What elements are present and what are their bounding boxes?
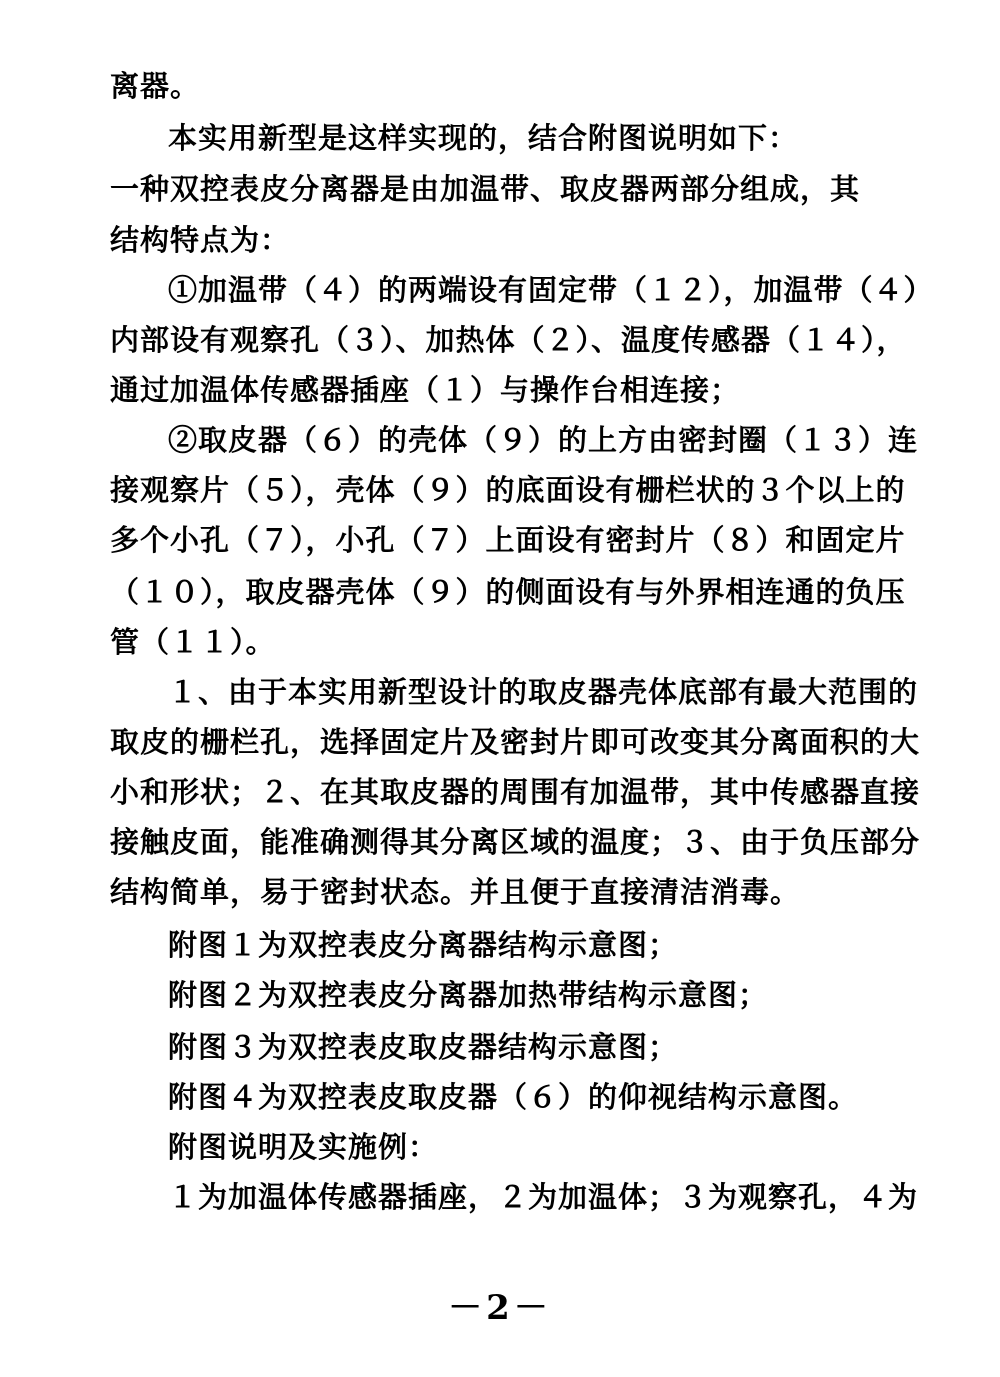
text-line-13: １、由于本实用新型设计的取皮器壳体底部有最大范围的 [168,675,919,709]
text-line-2: 本实用新型是这样实现的，结合附图说明如下： [168,121,799,155]
text-line-20: 附图３为双控表皮取皮器结构示意图； [168,1030,679,1064]
text-line-3: 一种双控表皮分离器是由加温带、取皮器两部分组成，其 [110,172,861,206]
text-line-21: 附图４为双控表皮取皮器（６）的仰视结构示意图。 [168,1080,859,1114]
text-line-19: 附图２为双控表皮分离器加热带结构示意图； [168,978,769,1012]
text-line-23: １为加温体传感器插座，２为加温体；３为观察孔，４为 [168,1180,919,1214]
text-line-10: 多个小孔（７），小孔（７）上面设有密封片（８）和固定片 [110,523,906,557]
text-line-12: 管（１１）。 [110,625,276,659]
text-line-22: 附图说明及实施例： [168,1130,439,1164]
text-line-15: 小和形状；２、在其取皮器的周围有加温带，其中传感器直接 [110,775,921,809]
text-line-1: 离器。 [110,69,201,103]
text-line-6: 内部设有观察孔（３）、加热体（２）、温度传感器（１４）， [110,323,907,357]
text-line-9: 接观察片（５），壳体（９）的底面设有栅栏状的３个以上的 [110,473,906,507]
text-line-5: ①加温带（４）的两端设有固定带（１２），加温带（４） [168,273,934,307]
text-line-7: 通过加温体传感器插座（１）与操作台相连接； [110,373,741,407]
text-line-8: ②取皮器（６）的壳体（９）的上方由密封圈（１３）连 [168,423,919,457]
text-line-14: 取皮的栅栏孔，选择固定片及密封片即可改变其分离面积的大 [110,725,921,759]
text-line-18: 附图１为双控表皮分离器结构示意图； [168,928,679,962]
page-number: －2－ [448,1288,552,1328]
text-line-17: 结构简单，易于密封状态。并且便于直接清洁消毒。 [110,875,801,909]
text-line-16: 接触皮面，能准确测得其分离区域的温度；３、由于负压部分 [110,825,921,859]
text-line-11: （１０），取皮器壳体（９）的侧面设有与外界相连通的负压 [110,575,906,609]
text-line-4: 结构特点为： [110,223,291,257]
